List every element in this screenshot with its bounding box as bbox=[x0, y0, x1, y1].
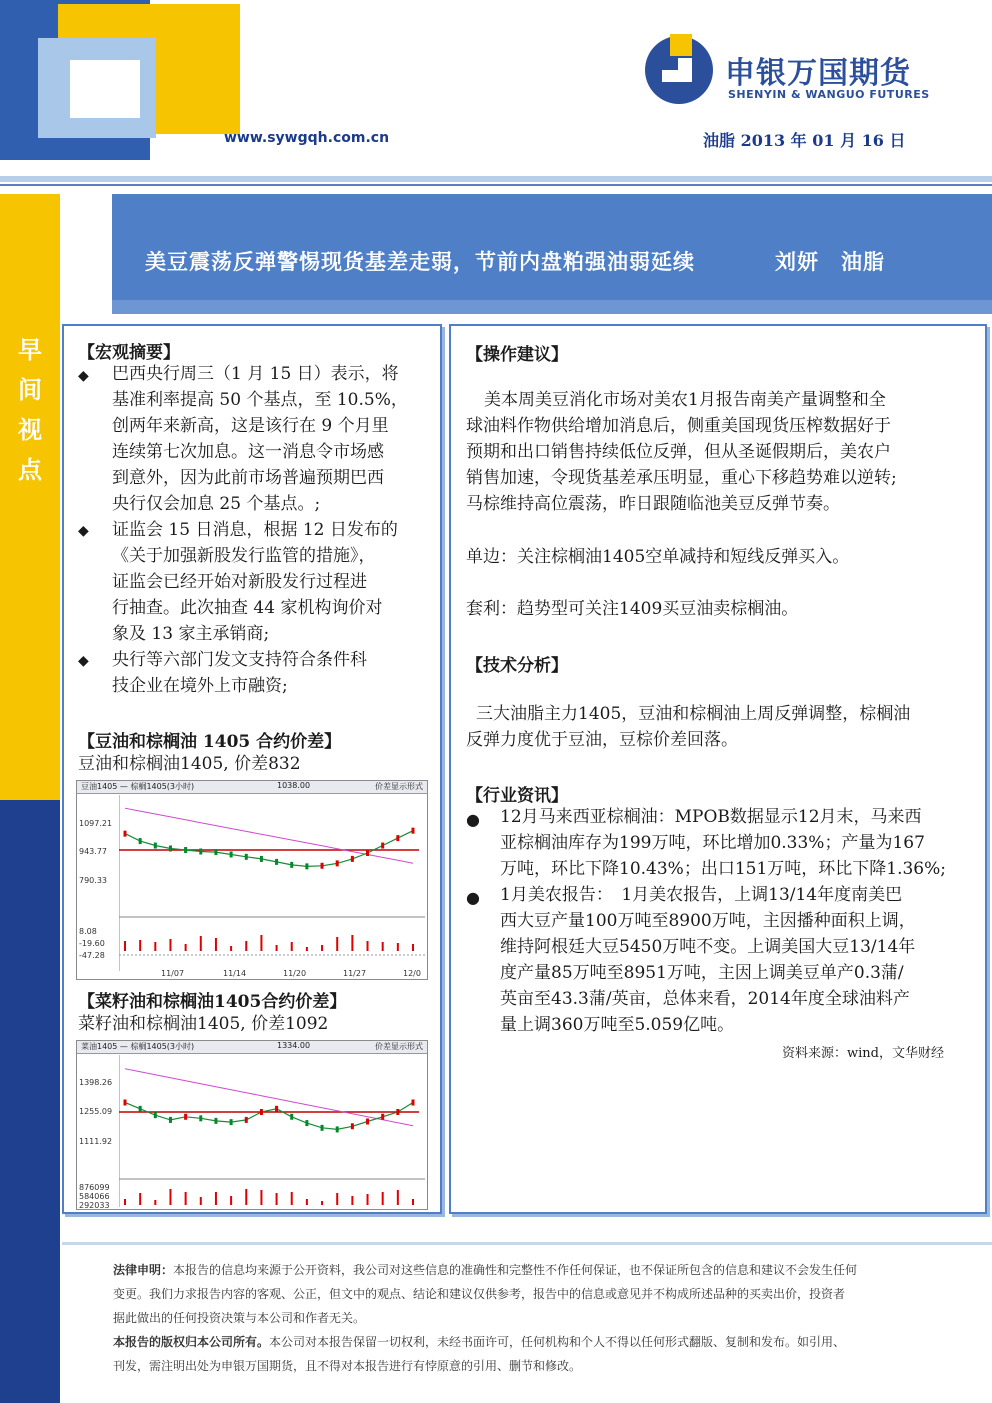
report-date: 油脂 2013 年 01 月 16 日 bbox=[703, 131, 906, 150]
website-link[interactable]: www.sywgqh.com.cn bbox=[224, 130, 390, 146]
data-point bbox=[260, 856, 263, 862]
chart2-heading: 【菜籽油和棕榈油1405合约价差】 bbox=[78, 992, 347, 1012]
data-point bbox=[275, 1106, 278, 1112]
macro-item-1: 巴西央行周三（1 月 15 日）表示，将 基准利率提高 50 个基点，至 10.5%， 创两年来新高，这是该行在 9 个月里 连续第七次加息。这一消息令市场感 到意外，因为此前市场普遍预期巴西 央行仅会加息 25 个基点。; bbox=[112, 364, 408, 514]
data-point bbox=[154, 843, 157, 849]
data-point bbox=[230, 851, 233, 857]
volume-bar bbox=[185, 1192, 187, 1205]
dot-bullet-icon: ● bbox=[466, 810, 480, 829]
volume-bar bbox=[276, 945, 278, 951]
legal-label: 法律申明： bbox=[113, 1263, 174, 1277]
chart1-xtick: 12/0 bbox=[403, 969, 421, 978]
volume-bar bbox=[260, 1190, 262, 1205]
macro-item-2: 证监会 15 日消息，根据 12 日发布的 《关于加强新股发行监管的措施》， 证监会已经开始对新股发行过程进 行抽查。此次抽查 44 家机构询价对 象及 13 家主承销商; bbox=[112, 520, 398, 644]
dot-bullet-icon: ● bbox=[466, 888, 480, 907]
chart1-ytick-low: -47.28 bbox=[79, 951, 105, 960]
chart2-header bbox=[77, 1041, 427, 1054]
side-label-char: 点 bbox=[18, 455, 42, 484]
side-label-char: 间 bbox=[18, 375, 42, 404]
volume-bar bbox=[397, 1190, 399, 1205]
data-point bbox=[321, 1125, 324, 1131]
data-point bbox=[260, 1109, 263, 1115]
legal-disclaimer: 法律申明：本报告的信息均来源于公开资料，我公司对这些信息的准确性和完整性不作任何保证，也不保证所包含的信息和建议不会发生任何 变更。我们力求报告内容的客观、公正，但文中的观点、结论和建议仅供参考，报告中的信息或意见并不构成所述品种的买卖出价，投资者 据此做出的任何投资决策与本公司和作者无关。 bbox=[113, 1263, 858, 1325]
volume-bar bbox=[124, 1199, 126, 1205]
data-point bbox=[124, 831, 127, 837]
data-point bbox=[290, 1114, 293, 1120]
volume-bar bbox=[397, 943, 399, 951]
volume-bar bbox=[336, 937, 338, 951]
data-point bbox=[184, 1114, 187, 1120]
data-point bbox=[305, 863, 308, 869]
ops-text: 美本周美豆消化市场对美农1月报告南美产量调整和全 球油料作物供给增加消息后，侧重美国现货压榨数据好于 预期和出口销售持续低位反弹，但从圣诞假期后，美农户 销售加速，令现货基差承压明显，重心下移趋势难以逆转; 马棕维持高位震荡，昨日跟随临池美豆反弹节奏。 bbox=[466, 390, 897, 514]
volume-bar bbox=[215, 938, 217, 951]
volume-bar bbox=[230, 1196, 232, 1205]
volume-bar bbox=[245, 1189, 247, 1205]
macro-heading: 【宏观摘要】 bbox=[78, 343, 180, 363]
volume-bar bbox=[230, 946, 232, 951]
chart2-ytick: 1255.09 bbox=[79, 1107, 113, 1116]
chart2-plot bbox=[119, 1055, 425, 1207]
title-band-lower bbox=[112, 300, 992, 314]
data-point bbox=[199, 1115, 202, 1121]
data-point bbox=[169, 1117, 172, 1123]
data-point bbox=[381, 1114, 384, 1120]
data-point bbox=[412, 828, 415, 834]
volume-bar bbox=[321, 1201, 323, 1205]
header-rule-dark bbox=[0, 184, 992, 186]
volume-bar bbox=[306, 947, 308, 951]
moving-average-line bbox=[125, 1069, 413, 1126]
chart2-display-mode[interactable]: 价差显示形式 bbox=[375, 1042, 423, 1051]
chart1-ytick-low: 8.08 bbox=[79, 927, 97, 936]
macro-item-3: 央行等六部门发文支持符合条件科 技企业在境外上市融资; bbox=[112, 650, 367, 696]
volume-bar bbox=[139, 940, 141, 951]
report-title: 美豆震荡反弹警惕现货基差走弱，节前内盘粕强油弱延续 bbox=[145, 249, 695, 274]
data-point bbox=[230, 1119, 233, 1125]
data-point bbox=[124, 1100, 127, 1106]
report-author: 刘妍 油脂 bbox=[775, 249, 885, 274]
chart1-xtick: 11/27 bbox=[343, 969, 367, 978]
moving-average-line bbox=[125, 808, 413, 863]
data-point bbox=[336, 860, 339, 866]
diamond-bullet-icon: ◆ bbox=[78, 523, 89, 539]
tech-text: 三大油脂主力1405，豆油和棕榈油上周反弹调整，棕榈油 反弹力度优于豆油，豆棕价差回落。 bbox=[466, 704, 911, 750]
data-point bbox=[396, 1109, 399, 1115]
side-label-char: 视 bbox=[18, 415, 42, 444]
volume-bar bbox=[382, 942, 384, 951]
volume-bar bbox=[351, 935, 353, 951]
chart1 bbox=[76, 780, 428, 980]
volume-bar bbox=[351, 1196, 353, 1205]
chart2-ytick: 1398.26 bbox=[79, 1078, 113, 1087]
chart2-header-label: 菜油1405 — 棕榈1405(3小时) bbox=[81, 1042, 195, 1051]
chart1-xtick: 11/14 bbox=[223, 969, 247, 978]
chart1-ytick: 790.33 bbox=[79, 876, 107, 885]
data-point bbox=[245, 854, 248, 860]
chart1-xtick: 11/07 bbox=[161, 969, 185, 978]
data-point bbox=[245, 1117, 248, 1123]
data-point bbox=[366, 850, 369, 856]
data-point bbox=[381, 843, 384, 849]
chart1-ytick: 943.77 bbox=[79, 847, 107, 856]
data-point bbox=[169, 846, 172, 852]
chart1-header bbox=[77, 781, 427, 794]
chart2 bbox=[76, 1040, 428, 1210]
volume-bar bbox=[200, 936, 202, 951]
ops-arbitrage: 套利：趋势型可关注1409买豆油卖棕榈油。 bbox=[466, 599, 799, 619]
data-point bbox=[305, 1120, 308, 1126]
data-point bbox=[214, 1118, 217, 1124]
volume-bar bbox=[291, 1192, 293, 1205]
chart2-ytick-low: 876099 bbox=[79, 1183, 110, 1192]
data-point bbox=[351, 1123, 354, 1129]
volume-bar bbox=[306, 1199, 308, 1205]
volume-bar bbox=[200, 1197, 202, 1205]
industry-item-1: 12月马来西亚棕榈油：MPOB数据显示12月末，马来西 亚棕榈油库存为199万吨，环比增加0.33%；产量为167 万吨，环比下降10.43%；出口151万吨，环比下降1.36%; bbox=[500, 807, 947, 879]
industry-item-2: 1月美农报告： 1月美农报告，上调13/14年度南美巴 西大豆产量100万吨至8900万吨，主因播种面积上调， 维持阿根廷大豆5450万吨不变。上调美国大豆13/14年 度产量85万吨至8951万吨，主因上调美豆单产0.3蒲/ 英亩至43.3蒲/英亩，总体来看，2014年度全球油料产 量上调360万吨至5.059亿吨。 bbox=[500, 885, 916, 1035]
chart1-xtick: 11/20 bbox=[283, 969, 307, 978]
volume-bar bbox=[185, 944, 187, 951]
header-decor-white bbox=[70, 60, 140, 118]
tech-heading: 【技术分析】 bbox=[466, 656, 568, 676]
ops-single: 单边：关注棕榈油1405空单减持和短线反弹买入。 bbox=[466, 547, 850, 567]
volume-bar bbox=[291, 942, 293, 951]
volume-bar bbox=[336, 1193, 338, 1205]
data-point bbox=[366, 1119, 369, 1125]
chart1-display-mode[interactable]: 价差显示形式 bbox=[375, 782, 423, 791]
data-point bbox=[290, 862, 293, 868]
volume-bar bbox=[260, 935, 262, 951]
data-point bbox=[336, 1126, 339, 1132]
data-point bbox=[139, 1106, 142, 1112]
volume-bar bbox=[169, 1189, 171, 1205]
volume-bar bbox=[382, 1192, 384, 1205]
data-source: 资料来源：wind，文华财经 bbox=[782, 1046, 944, 1061]
volume-bar bbox=[412, 1199, 414, 1205]
chart1-header-label: 豆油1405 — 棕榈1405(3小时) bbox=[81, 782, 195, 791]
volume-bar bbox=[321, 945, 323, 951]
copyright-label: 本报告的版权归本公司所有。 bbox=[113, 1335, 270, 1349]
diamond-bullet-icon: ◆ bbox=[78, 653, 89, 669]
volume-bar bbox=[367, 941, 369, 951]
data-point bbox=[351, 856, 354, 862]
volume-bar bbox=[154, 1200, 156, 1205]
chart1-plot bbox=[119, 795, 425, 971]
data-point bbox=[154, 1112, 157, 1118]
data-point bbox=[199, 848, 202, 854]
chart1-heading: 【豆油和棕榈油 1405 合约价差】 bbox=[78, 732, 342, 752]
chart2-caption: 菜籽油和棕榈油1405, 价差1092 bbox=[78, 1014, 329, 1034]
chart2-ytick-low: 584066 bbox=[79, 1192, 110, 1201]
chart2-ytick: 1111.92 bbox=[79, 1137, 113, 1146]
data-point bbox=[396, 835, 399, 841]
series-line bbox=[125, 1103, 413, 1130]
data-point bbox=[321, 863, 324, 869]
chart1-ytick-low: -19.60 bbox=[79, 939, 105, 948]
volume-bar bbox=[139, 1193, 141, 1205]
logo-text-cn: 申银万国期货 bbox=[725, 56, 911, 91]
side-label-char: 早 bbox=[18, 335, 42, 364]
chart1-ytick: 1097.21 bbox=[79, 819, 113, 828]
company-logo-icon bbox=[640, 30, 718, 108]
logo-text-en: SHENYIN & WANGUO FUTURES bbox=[728, 88, 930, 101]
chart2-header-value: 1334.00 bbox=[277, 1041, 311, 1050]
diamond-bullet-icon: ◆ bbox=[78, 368, 89, 384]
volume-bar bbox=[276, 1193, 278, 1205]
chart1-header-value: 1038.00 bbox=[277, 781, 311, 790]
volume-bar bbox=[124, 941, 126, 951]
volume-bar bbox=[245, 941, 247, 951]
chart1-caption: 豆油和棕榈油1405, 价差832 bbox=[78, 754, 301, 774]
volume-bar bbox=[169, 939, 171, 951]
data-point bbox=[412, 1100, 415, 1106]
data-point bbox=[139, 838, 142, 844]
ops-heading: 【操作建议】 bbox=[466, 345, 568, 365]
volume-bar bbox=[412, 944, 414, 951]
chart2-ytick-low: 292033 bbox=[79, 1201, 110, 1210]
side-strip-blue bbox=[0, 800, 60, 1403]
data-point bbox=[214, 849, 217, 855]
data-point bbox=[184, 847, 187, 853]
industry-heading: 【行业资讯】 bbox=[466, 786, 568, 806]
data-point bbox=[275, 859, 278, 865]
volume-bar bbox=[215, 1192, 217, 1205]
side-label bbox=[0, 330, 60, 490]
side-strip-yellow bbox=[0, 194, 60, 800]
volume-bar bbox=[154, 942, 156, 951]
copyright-notice: 本报告的版权归本公司所有。本公司对本报告保留一切权利，未经书面许可，任何机构和个人不得以任何形式翻版、复制和发布。如引用、 刊发，需注明出处为申银万国期货，且不得对本报告进行有悖原意的引用、删节和修改。 bbox=[113, 1335, 846, 1373]
volume-bar bbox=[367, 1194, 369, 1205]
header-rule bbox=[0, 176, 992, 182]
footer-rule bbox=[62, 1242, 992, 1245]
